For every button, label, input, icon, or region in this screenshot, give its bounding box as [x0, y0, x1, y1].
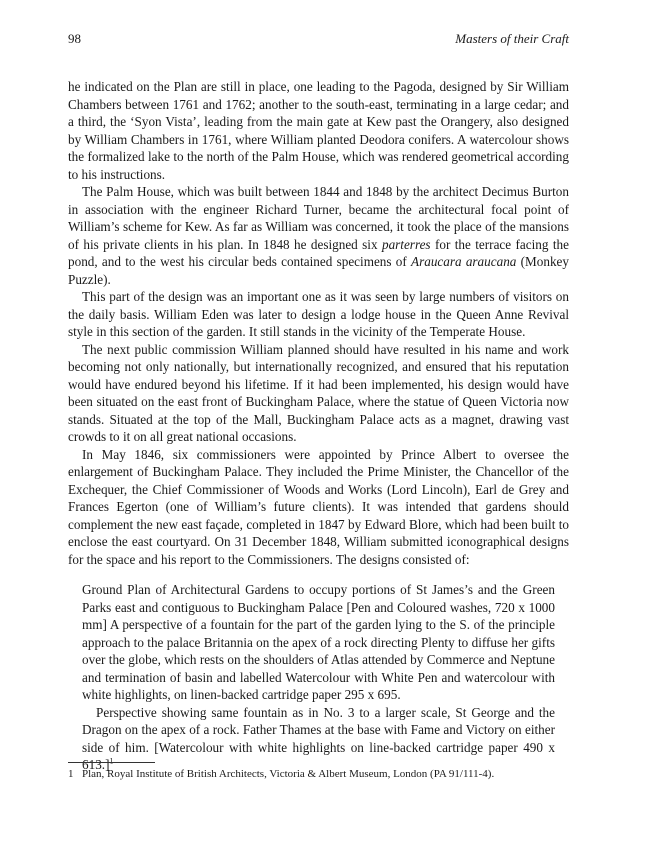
- block-quote: [82, 581, 555, 774]
- footnote-reference[interactable]: 1: [109, 756, 114, 766]
- quote-paragraph-2-text: Perspective showing same fountain as in No. 3 to a larger scale, St George and the Dragon on the apex of a rock. Father Thames at the base with Fame and Victory on either side of him. [Watercolour with white highlights on line-backed cartridge paper 490 x 613.]: [82, 704, 555, 772]
- paragraph-2-text-c: (Monkey Puzzle).: [68, 254, 569, 287]
- paragraph-2-italic-parterres: parterres: [381, 236, 431, 252]
- paragraph-1: he indicated on the Plan are still in place, one leading to the Pagoda, designed by Sir William Chambers between 1761 and 1762; another to the south-east, terminating in a large cedar; and a third, the ‘Syon Vista’, leading from the main gate at Kew past the Orangery, also designed by William Chambers in 1761, where William planted Deodora conifers. A watercolour shows the formalized lake to the north of the Palm House, which was rendered geometrical according to his instructions.: [68, 79, 569, 182]
- paragraph-3: This part of the design was an important one as it was seen by large numbers of visitors on the daily basis. William Eden was later to design a lodge house in the Queen Anne Revival style in this section of the garden. It still stands in the vicinity of the Temperate House.: [68, 289, 569, 339]
- page-number: 98: [68, 31, 81, 46]
- paragraph-4: The next public commission William planned should have resulted in his name and work becoming not only nationally, but internationally recognized, and ensured that his reputation would have endured beyond his lifetime. If it had been implemented, his design would have been situated on the east front of Buckingham Palace, where the statue of Queen Victoria now stands. Situated at the top of the Mall, Buckingham Palace acts as a magnet, drawing vast crowds to it on all great national occasions.: [68, 341, 569, 444]
- paragraph-5: In May 1846, six commissioners were appointed by Prince Albert to oversee the enlargement of Buckingham Palace. They included the Prime Minister, the Chancellor of the Exchequer, the Chief Commissioner of Woods and Works (Lord Lincoln), Earl de Grey and Frances Egerton (one of William’s future clients). It was intended that gardens should complement the new east façade, completed in 1847 by Edward Blore, which had been built to enclose the east courtyard. On 31 December 1848, William submitted iconographical designs for the space and his report to the Commissioners. The designs consisted of:: [68, 446, 569, 567]
- footnote-number: 1: [68, 768, 74, 780]
- paragraph-2: [68, 183, 569, 288]
- quote-paragraph-2: [82, 704, 555, 774]
- paragraph-2-italic-species: Araucara araucana: [411, 254, 517, 269]
- body-text: [68, 78, 569, 774]
- running-head: Masters of their Craft: [455, 31, 569, 46]
- paragraph-2-text-a: The Palm House, which was built between 1844 and 1848 by the architect Decimus Burton in association with the engineer Richard Turner, became the architectural focal point of William’s scheme for Kew. As far as William was concerned, it took the place of the mansions of his private clients in his plan. In 1848 he designed six: [68, 184, 569, 252]
- page-header: [68, 31, 569, 49]
- paragraph-2-text-b: for the terrace facing the pond, and to the west his circular beds contained specimens of: [68, 236, 569, 269]
- footnote-text: Plan, Royal Institute of British Architects, Victoria & Albert Museum, London (PA 91/111-4).: [82, 768, 495, 780]
- footnote-divider: [68, 762, 155, 763]
- quote-paragraph-1: Ground Plan of Architectural Gardens to occupy portions of St James’s and the Green Parks east and contiguous to Buckingham Palace [Pen and Coloured washes, 720 x 1000 mm] A perspective of a fountain for the part of the garden lying to the S. of the principle approach to the palace Britannia on the apex of a rock directing Plenty to diffuse her gifts over the globe, which rests on the shoulders of Atlas attended by Commerce and Neptune and termination of basin and labelled Watercolour with White Pen and watercolour with white highlights, on linen-backed cartridge paper 295 x 695.: [82, 582, 555, 702]
- footnote: [68, 767, 578, 781]
